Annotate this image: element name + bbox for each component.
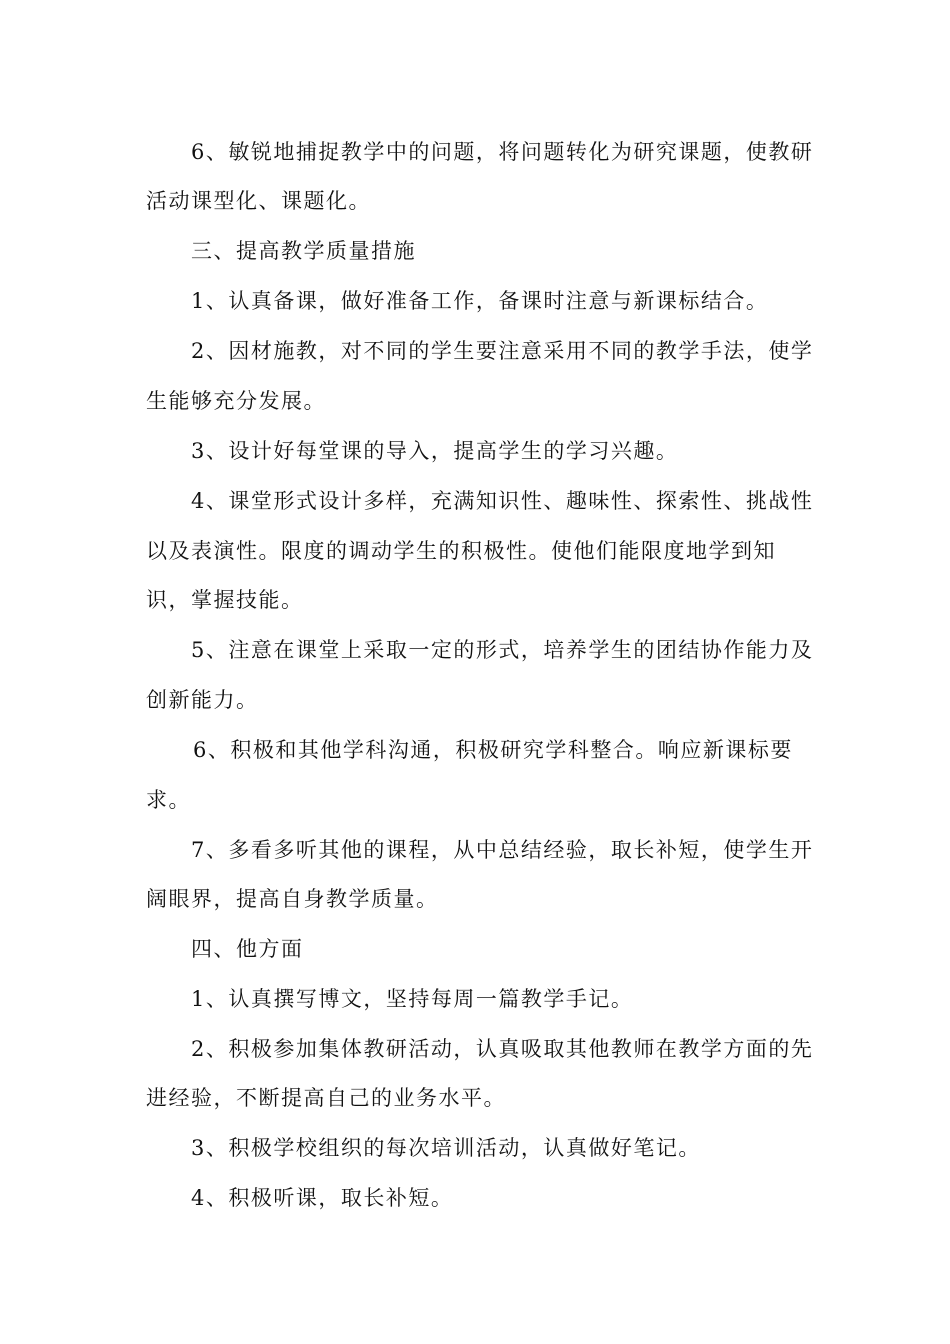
paragraph-line: 4、课堂形式设计多样，充满知识性、趣味性、探索性、挑战性	[191, 489, 814, 513]
section-heading: 三、提高教学质量措施	[191, 239, 416, 263]
paragraph-line: 5、注意在课堂上采取一定的形式，培养学生的团结协作能力及	[191, 638, 814, 662]
paragraph-line: 6、积极和其他学科沟通，积极研究学科整合。响应新课标要	[193, 738, 793, 762]
paragraph-line: 求。	[146, 788, 191, 812]
paragraph-line: 1、认真备课，做好准备工作，备课时注意与新课标结合。	[191, 289, 769, 313]
section-heading: 四、他方面	[191, 937, 304, 961]
paragraph-line: 3、积极学校组织的每次培训活动，认真做好笔记。	[191, 1136, 701, 1160]
paragraph-line: 2、积极参加集体教研活动，认真吸取其他教师在教学方面的先	[191, 1037, 814, 1061]
paragraph-line: 2、因材施教，对不同的学生要注意采用不同的教学手法，使学	[191, 339, 814, 363]
paragraph-line: 4、积极听课，取长补短。	[191, 1186, 454, 1210]
paragraph-line: 6、敏锐地捕捉教学中的问题，将问题转化为研究课题，使教研	[191, 140, 814, 164]
paragraph-line: 活动课型化、课题化。	[146, 189, 371, 213]
paragraph-line: 创新能力。	[146, 688, 259, 712]
paragraph-line: 识，掌握技能。	[146, 588, 304, 612]
paragraph-line: 7、多看多听其他的课程，从中总结经验，取长补短，使学生开	[191, 838, 814, 862]
paragraph-line: 进经验，不断提高自己的业务水平。	[146, 1086, 506, 1110]
paragraph-line: 3、设计好每堂课的导入，提高学生的学习兴趣。	[191, 439, 679, 463]
paragraph-line: 1、认真撰写博文，坚持每周一篇教学手记。	[191, 987, 634, 1011]
paragraph-line: 生能够充分发展。	[146, 389, 326, 413]
paragraph-line: 以及表演性。限度的调动学生的积极性。使他们能限度地学到知	[146, 539, 776, 563]
paragraph-line: 阔眼界，提高自身教学质量。	[146, 887, 439, 911]
